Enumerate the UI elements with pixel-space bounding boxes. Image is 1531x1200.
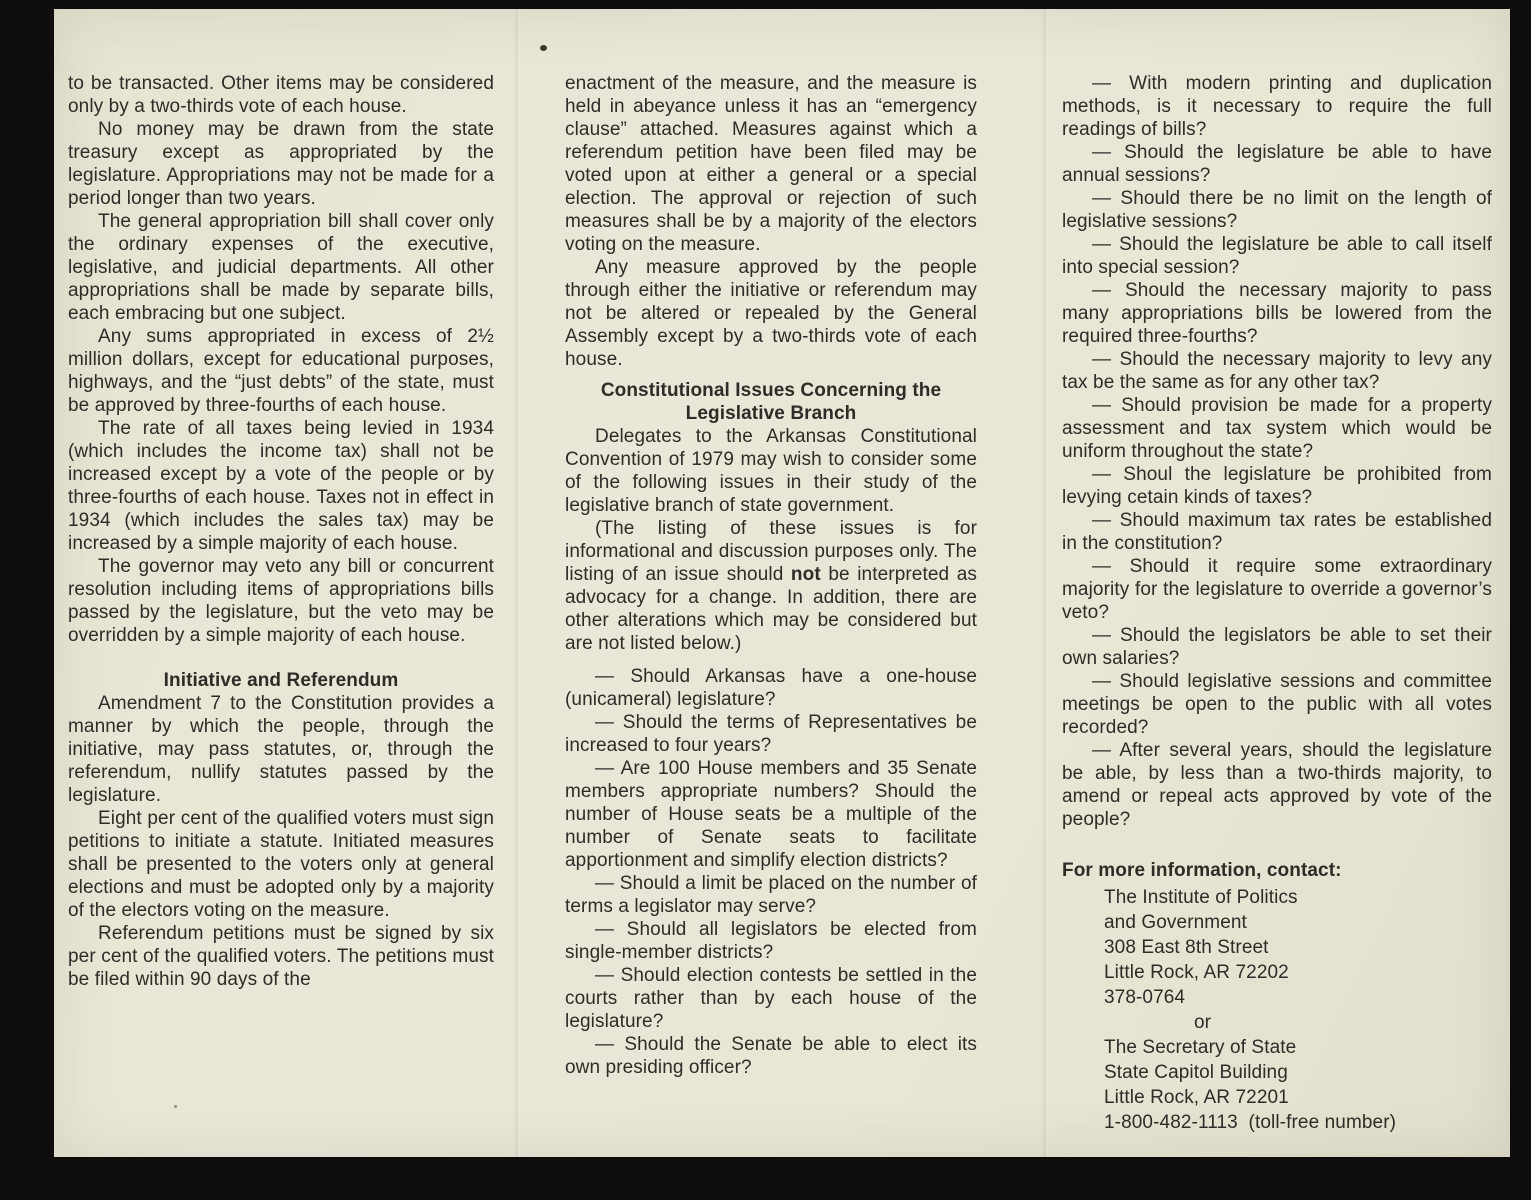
question-item: — With modern printing and duplication methods, is it necessary to require the full readings of bills? bbox=[1062, 73, 1492, 140]
column-right bbox=[1062, 72, 1492, 1135]
paragraph: Delegates to the Arkansas Constitutional Convention of 1979 may wish to consider some of the following issues in their study of the legislative branch of state government. bbox=[565, 426, 977, 516]
heading-initiative-and-referendum: Initiative and Referendum bbox=[163, 670, 399, 691]
question-item: — Should maximum tax rates be established in the constitution? bbox=[1062, 510, 1492, 554]
heading-constitutional-issues: Constitutional Issues Concerning the Legislative Branch bbox=[600, 380, 942, 424]
question-item: — Should Arkansas have a one-house (unicameral) legislature? bbox=[565, 666, 977, 710]
paragraph-listing-note bbox=[565, 517, 977, 655]
contact-line-organization-2: and Government bbox=[1104, 912, 1247, 933]
contact-line-street: 308 East 8th Street bbox=[1104, 937, 1269, 958]
question-item: — Should it require some extraordinary majority for the legislature to override a governor’s veto? bbox=[1062, 556, 1492, 623]
scan-speck bbox=[174, 1105, 177, 1108]
paragraph: The governor may veto any bill or concurrent resolution including items of appropriations bills passed by the legislature, but the veto may be overridden by a simple majority of each house. bbox=[68, 556, 494, 646]
contact-line-city-2: Little Rock, AR 72201 bbox=[1104, 1087, 1289, 1108]
question-item: — Are 100 House members and 35 Senate members appropriate numbers? Should the number of House seats be a multiple of the number of Senate seats to facilitate apportionment and simplify election districts? bbox=[565, 758, 977, 871]
question-item: — Should the terms of Representatives be increased to four years? bbox=[565, 712, 977, 756]
paragraph: No money may be drawn from the state treasury except as appropriated by the legislature. Appropriations may not be made for a period longer than two years. bbox=[68, 119, 494, 209]
question-item: — Should a limit be placed on the number of terms a legislator may serve? bbox=[565, 873, 977, 917]
bold-word-not: not bbox=[790, 564, 821, 585]
fold-crease-right bbox=[1042, 9, 1050, 1157]
contact-line-or: or bbox=[1194, 1012, 1212, 1033]
pamphlet-paper bbox=[54, 9, 1510, 1157]
paragraph: The rate of all taxes being levied in 1934 (which includes the income tax) shall not be increased except by a vote of the people or by three-fourths of each house. Taxes not in effect in 1934 (which includes the sales tax) may be increased by a simple majority of each house. bbox=[68, 418, 494, 554]
contact-line-capitol: State Capitol Building bbox=[1104, 1062, 1288, 1083]
contact-block bbox=[1062, 885, 1492, 1135]
question-item: — Should provision be made for a property assessment and tax system which would be uniform throughout the state? bbox=[1062, 395, 1492, 462]
question-item: — Should the legislature be able to have annual sessions? bbox=[1062, 142, 1492, 186]
question-item: — Should there be no limit on the length of legislative sessions? bbox=[1062, 188, 1492, 232]
contact-line-tollfree: 1-800-482-1113 (toll-free number) bbox=[1104, 1112, 1397, 1133]
question-item: — Should the necessary majority to pass many appropriations bills be lowered from the required three-fourths? bbox=[1062, 280, 1492, 347]
paragraph: The general appropriation bill shall cover only the ordinary expenses of the executive, legislative, and judicial departments. All other appropriations shall be made by separate bills, each embracing but one subject. bbox=[68, 211, 494, 324]
contact-line-phone: 378-0764 bbox=[1104, 987, 1186, 1008]
contact-line-city: Little Rock, AR 72202 bbox=[1104, 962, 1289, 983]
question-item: — After several years, should the legislature be able, by less than a two-thirds majority, to amend or repeal acts approved by vote of the people? bbox=[1062, 740, 1492, 830]
question-item: — Shoul the legislature be prohibited from levying cetain kinds of taxes? bbox=[1062, 464, 1492, 508]
column-left bbox=[68, 72, 494, 991]
question-item: — Should all legislators be elected from single-member districts? bbox=[565, 919, 977, 963]
scan-speck bbox=[540, 45, 547, 51]
paragraph: Eight per cent of the qualified voters must sign petitions to initiate a statute. Initiated measures shall be presented to the voters only at general elections and must be adopted only by a majority of the electors voting on the measure. bbox=[68, 808, 494, 921]
question-item: — Should legislative sessions and committee meetings be open to the public with all votes recorded? bbox=[1062, 671, 1492, 738]
question-item: — Should the Senate be able to elect its own presiding officer? bbox=[565, 1034, 977, 1078]
paragraph: Any measure approved by the people through either the initiative or referendum may not be altered or repealed by the General Assembly except by a two-thirds vote of each house. bbox=[565, 257, 977, 370]
text-segment: (The listing of these issues is for informational and discussion purposes only. The listing of an issue should bbox=[565, 518, 977, 585]
paragraph: Any sums appropriated in excess of 2½ million dollars, except for educational purposes, highways, and the “just debts” of the state, must be approved by three-fourths of each house. bbox=[68, 326, 494, 416]
paragraph: Amendment 7 to the Constitution provides a manner by which the people, through the initiative, may pass statutes, or, through the referendum, nullify statutes passed by the legislature. bbox=[68, 693, 494, 806]
paragraph: Referendum petitions must be signed by six per cent of the qualified voters. The petitions must be filed within 90 days of the bbox=[68, 923, 494, 990]
question-item: — Should election contests be settled in the courts rather than by each house of the legislature? bbox=[565, 965, 977, 1032]
question-item: — Should the legislators be able to set their own salaries? bbox=[1062, 625, 1492, 669]
fold-crease-left bbox=[514, 9, 522, 1157]
contact-line-organization: The Institute of Politics bbox=[1104, 887, 1298, 908]
contact-line-secretary: The Secretary of State bbox=[1104, 1037, 1297, 1058]
paragraph: enactment of the measure, and the measure is held in abeyance unless it has an “emergency clause” attached. Measures against which a referendum petition have been filed may be voted upon at either a general or a special election. The approval or rejection of such measures shall be by a majority of the electors voting on the measure. bbox=[565, 73, 977, 255]
paragraph: to be transacted. Other items may be considered only by a two-thirds vote of each house. bbox=[68, 73, 494, 117]
text-segment: be interpreted as advocacy for a change. In addition, there are other alterations which may be considered but are not listed below.) bbox=[565, 564, 977, 654]
column-center bbox=[565, 72, 977, 1079]
question-item: — Should the legislature be able to call itself into special session? bbox=[1062, 234, 1492, 278]
heading-for-more-information: For more information, contact: bbox=[1062, 860, 1342, 881]
question-item: — Should the necessary majority to levy any tax be the same as for any other tax? bbox=[1062, 349, 1492, 393]
